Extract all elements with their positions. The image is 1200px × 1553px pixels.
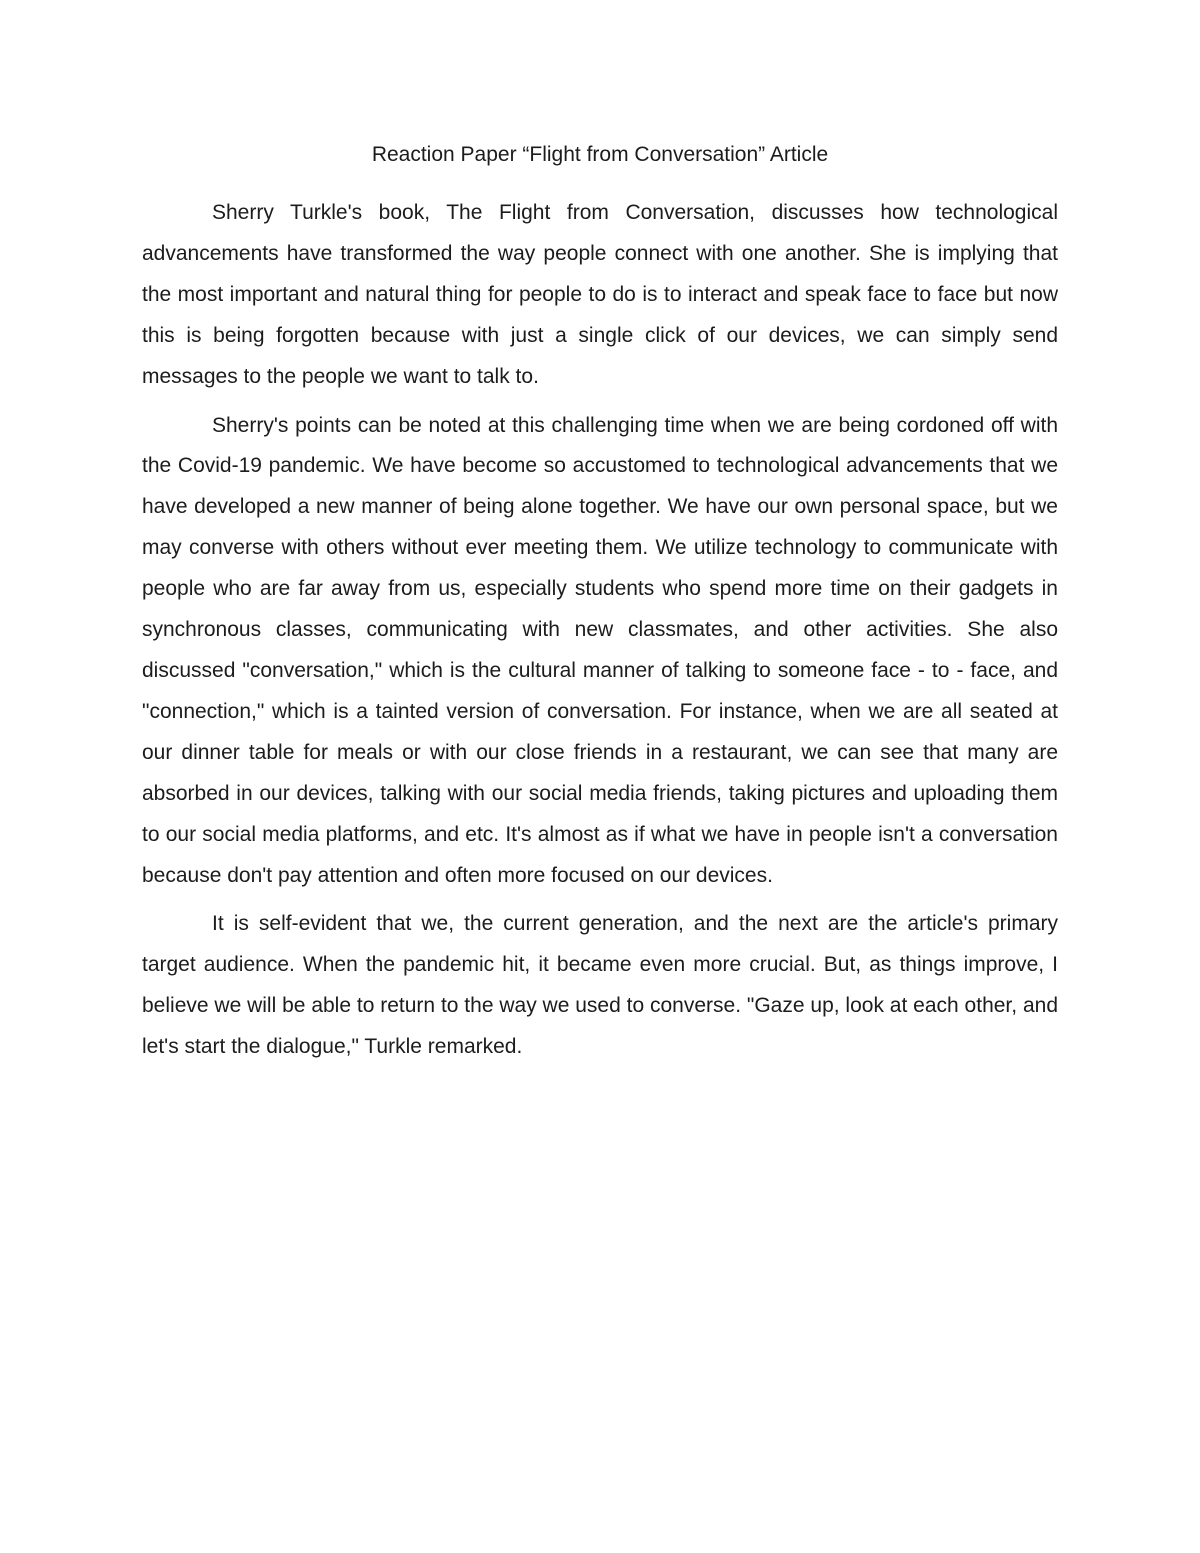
document-title: Reaction Paper “Flight from Conversation” Article: [371, 143, 829, 166]
document-body: [142, 193, 1058, 1068]
paragraph-3: It is self-evident that we, the current generation, and the next are the article's primary target audience. When the pandemic hit, it became even more crucial. But, as things improve, I believe we will be able to return to the way we used to converse. "Gaze up, look at each other, and let's start the dialogue," Turkle remarked.: [142, 912, 1058, 1059]
paragraph-1: Sherry Turkle's book, The Flight from Conversation, discusses how technological advancements have transformed the way people connect with one another. She is implying that the most important and natural thing for people to do is to interact and speak face to face but now this is being forgotten because with just a single click of our devices, we can simply send messages to the people we want to talk to.: [142, 201, 1058, 388]
paragraph-2: Sherry's points can be noted at this challenging time when we are being cordoned off with the Covid-19 pandemic. We have become so accustomed to technological advancements that we have developed a new manner of being alone together. We have our own personal space, but we may converse with others without ever meeting them. We utilize technology to communicate with people who are far away from us, especially students who spend more time on their gadgets in synchronous classes, communicating with new classmates, and other activities. She also discussed "conversation," which is the cultural manner of talking to someone face - to - face, and "connection," which is a tainted version of conversation. For instance, when we are all seated at our dinner table for meals or with our close friends in a restaurant, we can see that many are absorbed in our devices, talking with our social media friends, taking pictures and uploading them to our social media platforms, and etc. It's almost as if what we have in people isn't a conversation because don't pay attention and often more focused on our devices.: [142, 413, 1058, 887]
